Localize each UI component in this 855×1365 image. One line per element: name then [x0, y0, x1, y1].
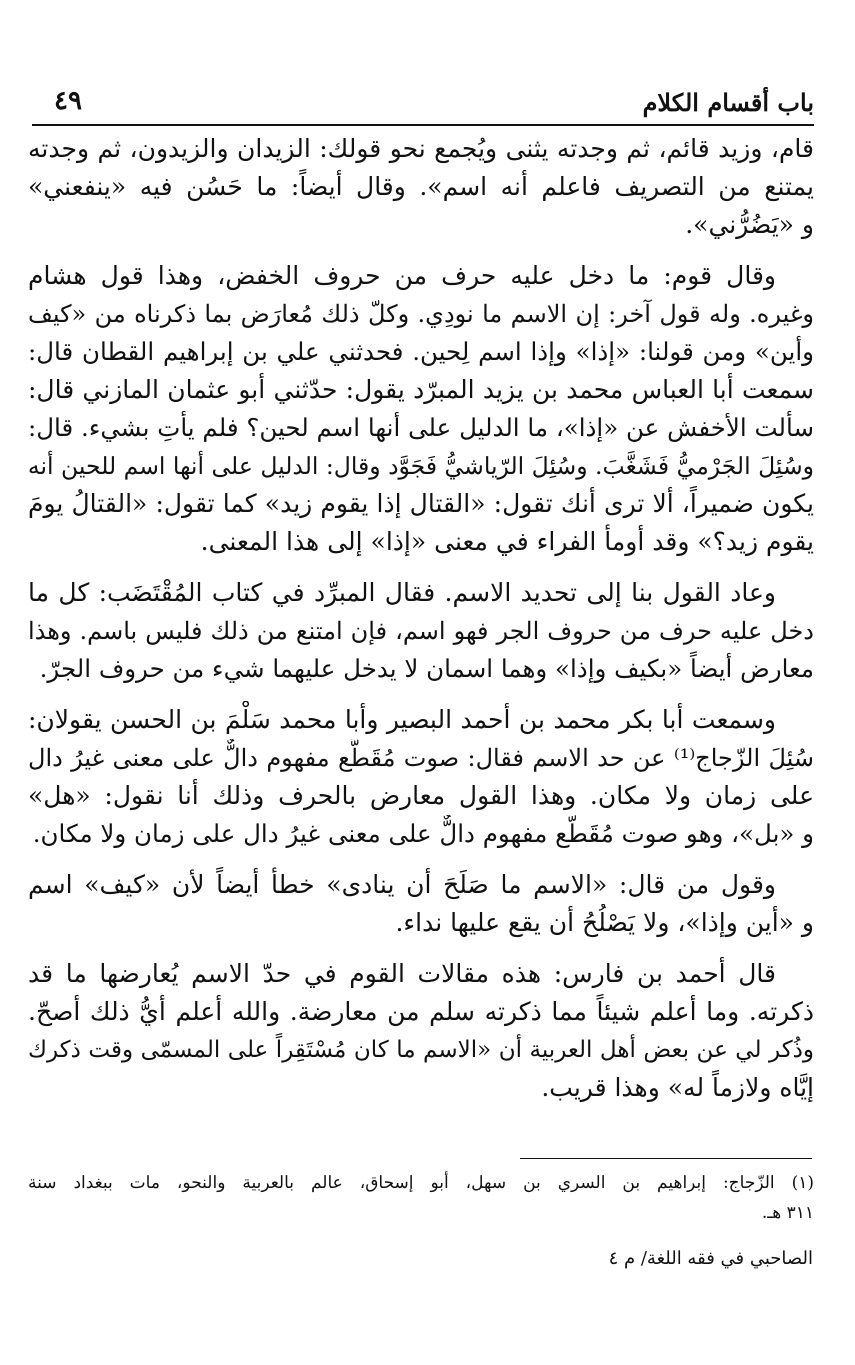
paragraph: [28, 866, 814, 942]
paragraph: [28, 574, 814, 688]
text-line: وعاد القول بنا إلى تحديد الاسم. فقال المبرِّد في كتاب المُقْتَضَب: كل ما: [28, 578, 776, 607]
text-line: وغيره. وله قول آخر: إن الاسم ما نودِي. وكلّ ذلك مُعارَض بما ذكرناه من «كيف: [28, 300, 814, 328]
text-line: وسُئِلَ الجَرْميُّ فَشَغَّبَ. وسُئِلَ الرّياشيُّ فَجَوَّد وقال: الدليل على أنها اسم للحين أنه: [28, 452, 814, 480]
signature-footer: الصاحبي في فقه اللغة/ م ٤: [608, 1248, 813, 1269]
paragraph: [28, 955, 814, 1107]
text-line: سألت الأخفش عن «إذا»، ما الدليل على أنها اسم لحين؟ فلم يأتِ بشيء. قال:: [28, 413, 814, 442]
text-line: يقوم زيد؟» وقد أومأ الفراء في معنى «إذا» إلى هذا المعنى.: [200, 527, 814, 556]
text-line: و «بل»، وهو صوت مُقَطَّع مفهوم دالٌّ على معنى غيرُ دال على زمان ولا مكان.: [32, 819, 814, 848]
running-header: [32, 88, 814, 126]
text-line: سُئِلَ الزّجاج⁽¹⁾ عن حد الاسم فقال: صوت مُقَطَّع مفهوم دالٌّ على معنى غيرُ دال: [28, 744, 814, 772]
text-line: سمعت أبا العباس محمد بن يزيد المبرّد يقول: حدّثني أبو عثمان المازني قال:: [28, 375, 814, 404]
paragraph: [28, 257, 814, 561]
text-line: وذُكر لي عن بعض أهل العربية أن «الاسم ما كان مُسْتَقِراً على المسمّى وقت ذكرك: [28, 1037, 814, 1063]
text-line: ذكرته. وما أعلم شيئاً مما ذكرته سلم من معارضة. والله أعلم أيُّ ذلك أصحّ.: [28, 997, 814, 1026]
text-line: يكون ضميراً، ألا ترى أنك تقول: «القتال إذا يقوم زيد» كما تقول: «القتالُ يومَ: [28, 489, 814, 518]
text-line: معارض أيضاً «بكيف وإذا» وهما اسمان لا يدخل عليهما شيء من حروف الجرّ.: [39, 654, 814, 683]
paragraph: [28, 701, 814, 853]
paragraph: [28, 130, 814, 244]
text-line: قال أحمد بن فارس: هذه مقالات القوم في حدّ الاسم يُعارضها ما قد: [28, 959, 776, 988]
footnote-line: (١) الزّجاج: إبراهيم بن السري بن سهل، أبو إسحاق، عالم بالعربية والنحو، مات ببغداد سنة: [28, 1173, 814, 1193]
text-line: وقال قوم: ما دخل عليه حرف من حروف الخفض، وهذا قول هشام: [28, 261, 776, 290]
text-line: قام، وزيد قائم، ثم وجدته يثنى ويُجمع نحو قولك: الزيدان والزيدون، ثم وجدته: [28, 134, 814, 163]
text-line: وأين» ومن قولنا: «إذا» وإذا اسم لِحين. فحدثني علي بن إبراهيم القطان قال:: [28, 337, 814, 366]
text-line: إيَّاه ولازماً له» وهذا قريب.: [541, 1073, 814, 1102]
page-number: ٤٩: [54, 86, 82, 116]
main-text: [28, 130, 814, 1120]
text-line: و «أين وإذا»، ولا يَصْلُحُ أن يقع عليها نداء.: [395, 908, 814, 937]
footnote: [28, 1168, 814, 1228]
text-line: دخل عليه حرف من حروف الجر فهو اسم، فإن امتنع من ذلك فليس باسم. وهذا: [28, 617, 814, 645]
text-line: وقول من قال: «الاسم ما صَلَحَ أن ينادى» خطأ أيضاً لأن «كيف» اسم: [28, 870, 776, 899]
text-line: و «يَضُرُّني».: [685, 210, 814, 239]
text-line: على زمان ولا مكان. وهذا القول معارض بالحرف وذلك أنا نقول: «هل»: [28, 781, 814, 810]
text-line: وسمعت أبا بكر محمد بن أحمد البصير وأبا محمد سَلْمَ بن الحسن يقولان:: [28, 705, 776, 734]
text-line: يمتنع من التصريف فاعلم أنه اسم». وقال أيضاً: ما حَسُن فيه «ينفعني»: [28, 172, 814, 201]
footnote-line: ٣١١ هـ.: [761, 1203, 814, 1223]
footnote-divider: [520, 1158, 812, 1159]
chapter-title: باب أقسام الكلام: [642, 88, 814, 117]
